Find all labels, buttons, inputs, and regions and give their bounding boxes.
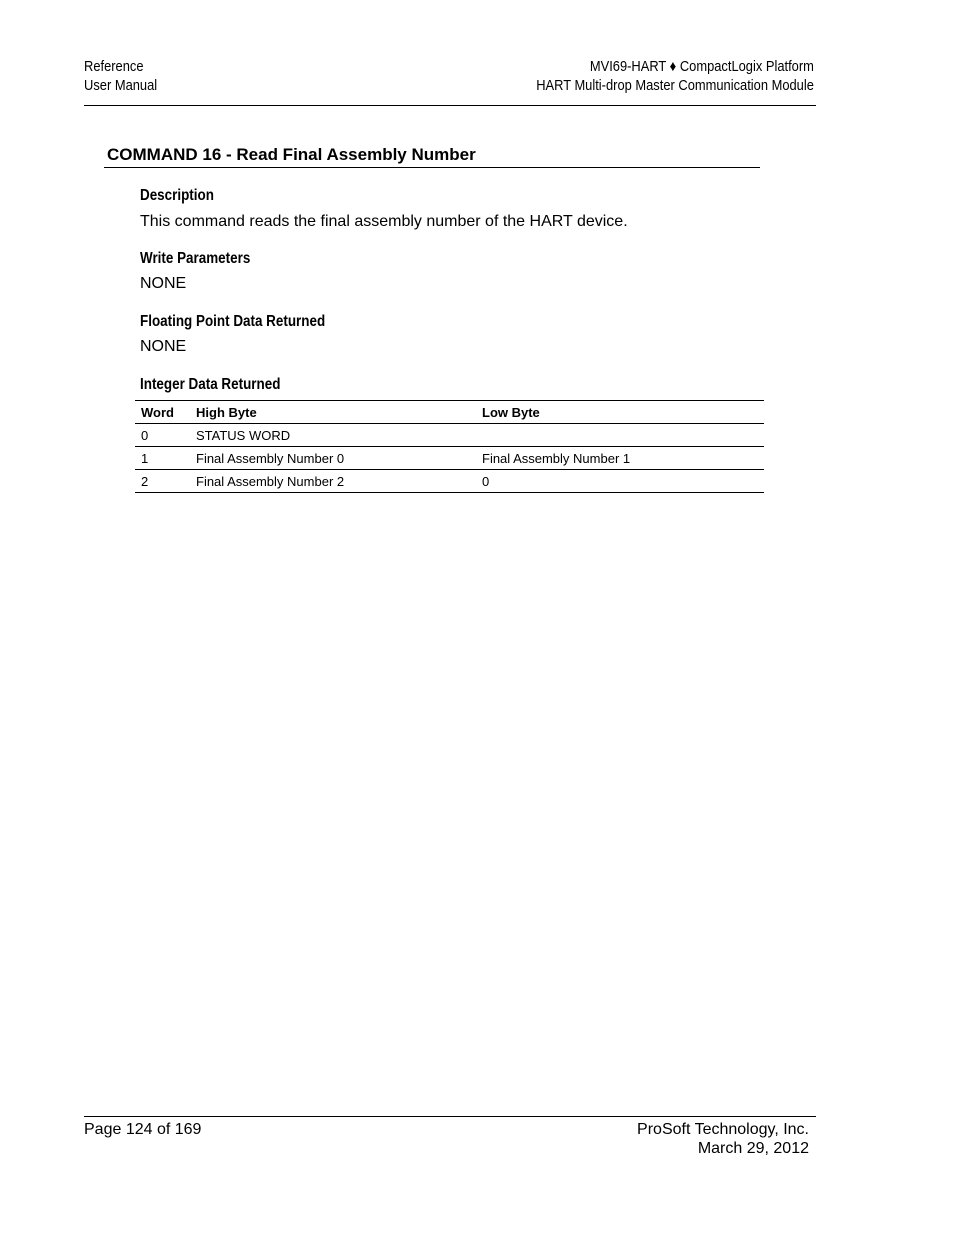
cell-high-byte: STATUS WORD xyxy=(190,424,476,447)
header-product-name: MVI69-HART ♦ CompactLogix Platform xyxy=(589,58,814,75)
page-number: Page 124 of 169 xyxy=(84,1121,202,1138)
description-heading: Description xyxy=(140,187,214,204)
section-title: COMMAND 16 - Read Final Assembly Number xyxy=(107,145,476,164)
section-title-underline xyxy=(104,167,760,168)
description-text: This command reads the final assembly number of the HART device. xyxy=(140,213,628,230)
cell-high-byte: Final Assembly Number 0 xyxy=(190,447,476,470)
header-product-description: HART Multi-drop Master Communication Module xyxy=(536,77,814,94)
header-document-type: User Manual xyxy=(84,77,158,94)
integer-data-table xyxy=(135,400,764,493)
cell-word: 1 xyxy=(135,447,190,470)
table-row xyxy=(135,470,764,493)
header-divider xyxy=(84,105,816,106)
header-left xyxy=(84,57,157,95)
footer-right xyxy=(637,1120,809,1158)
header-section-name: Reference xyxy=(84,58,144,75)
cell-low-byte xyxy=(476,424,764,447)
header-right xyxy=(536,57,814,95)
cell-low-byte: Final Assembly Number 1 xyxy=(476,447,764,470)
cell-high-byte: Final Assembly Number 2 xyxy=(190,470,476,493)
write-parameters-heading: Write Parameters xyxy=(140,250,251,267)
integer-data-heading: Integer Data Returned xyxy=(140,376,281,393)
column-header-word: Word xyxy=(135,401,190,424)
table-row xyxy=(135,447,764,470)
company-name: ProSoft Technology, Inc. xyxy=(637,1121,809,1138)
table-header-row xyxy=(135,401,764,424)
cell-word: 0 xyxy=(135,424,190,447)
column-header-high-byte: High Byte xyxy=(190,401,476,424)
float-data-text: NONE xyxy=(140,338,187,355)
footer-divider xyxy=(84,1116,816,1117)
column-header-low-byte: Low Byte xyxy=(476,401,764,424)
write-parameters-text: NONE xyxy=(140,275,187,292)
publication-date: March 29, 2012 xyxy=(697,1140,809,1157)
cell-low-byte: 0 xyxy=(476,470,764,493)
cell-word: 2 xyxy=(135,470,190,493)
table-row xyxy=(135,424,764,447)
float-data-heading: Floating Point Data Returned xyxy=(140,313,326,330)
